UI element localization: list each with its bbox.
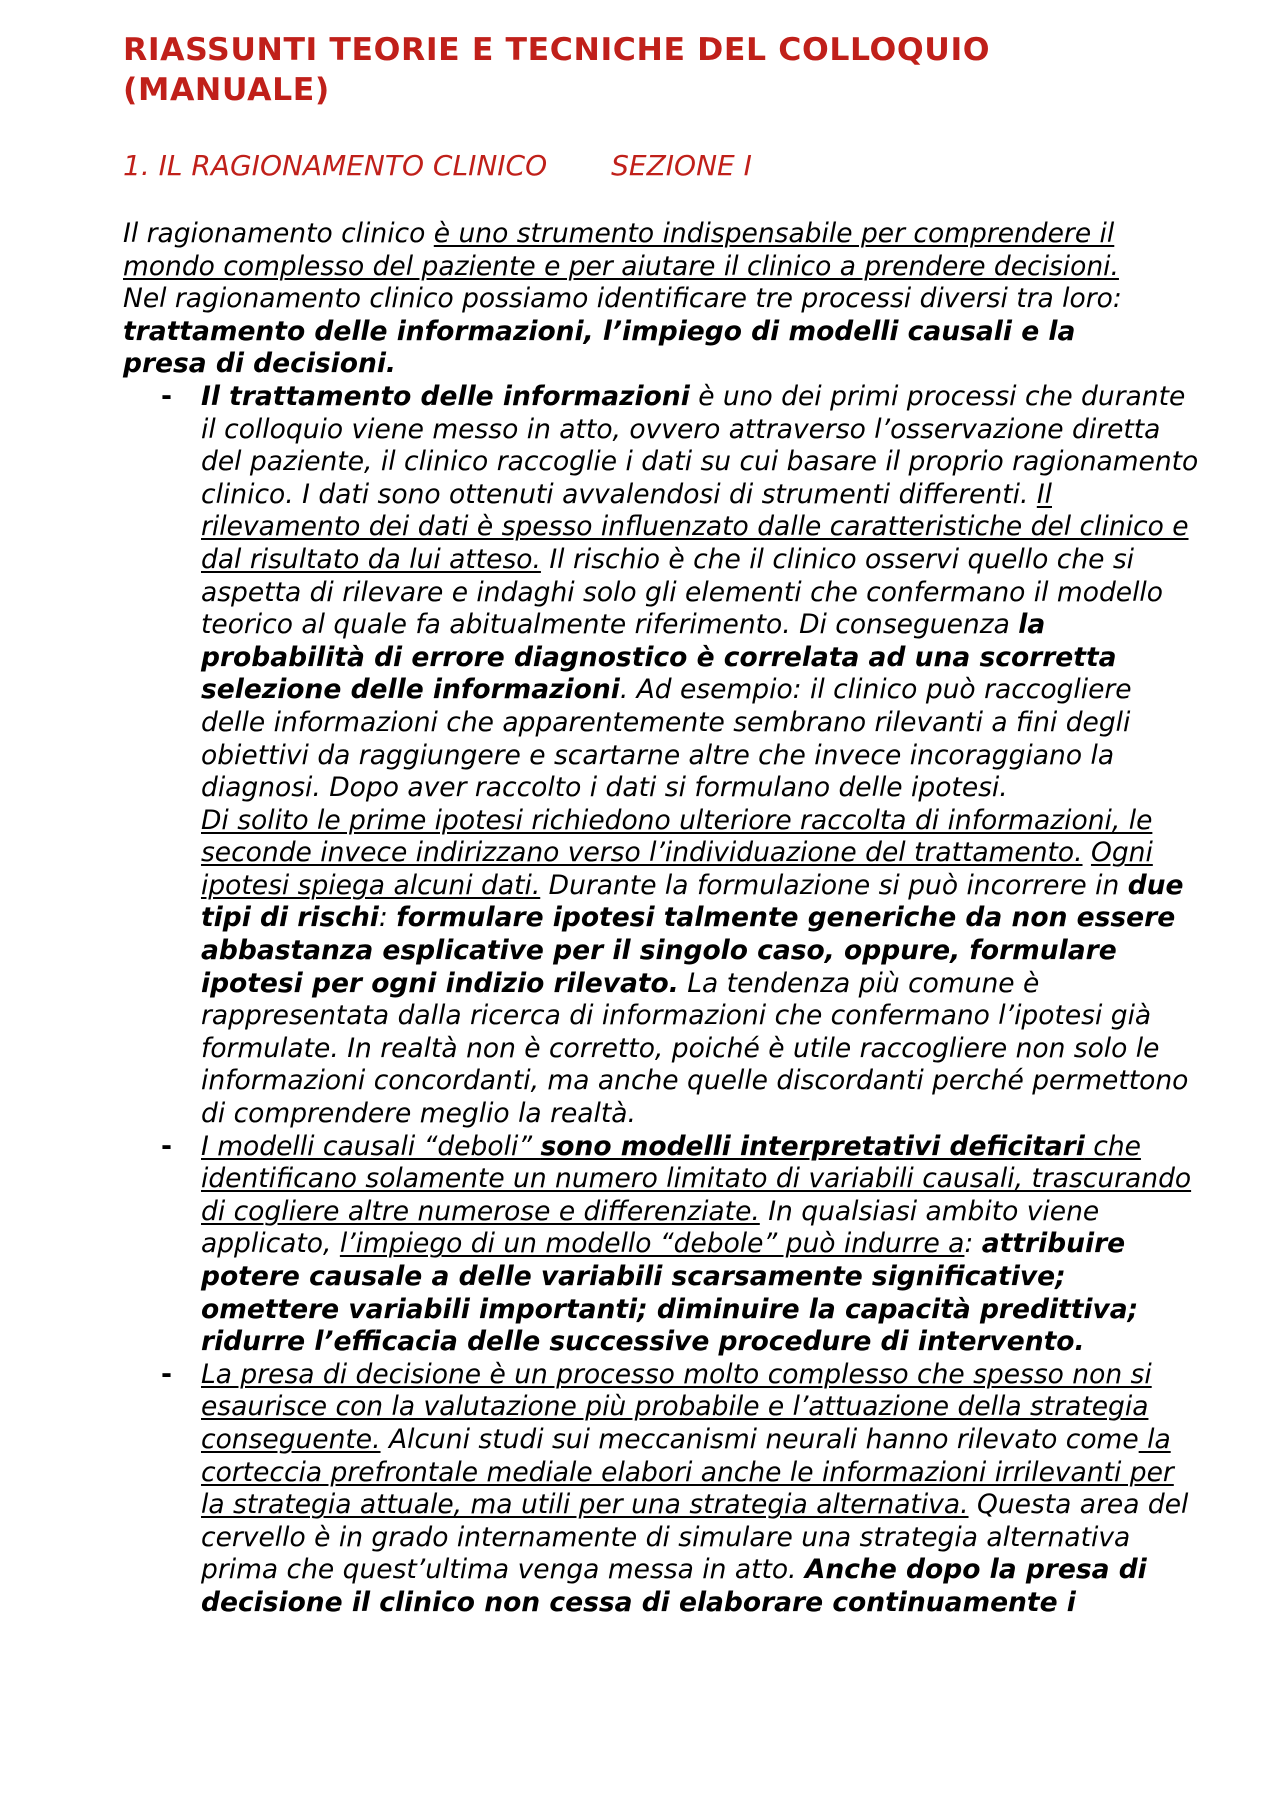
item-underlined: I modelli causali “deboli”	[201, 1130, 541, 1162]
list-dash: -	[161, 1358, 172, 1390]
item-underlined: La presa di decisione è un processo molto complesso che spesso non si esaurisce con la valutazione più probabile e l’attuazione della strategia conseguente.	[201, 1358, 1152, 1455]
item-text: :	[378, 902, 397, 934]
item-underlined-bold	[540, 1131, 1084, 1162]
section-part: SEZIONE I	[611, 149, 752, 182]
item-text: La tendenza più comune è rappresentata dalla ricerca di informazioni che confermano l’ipotesi già formulate. In realtà non è corretto, poiché è utile raccogliere non solo le informazioni concordanti, ma anche quelle discordanti perché permettono di comprendere meglio la realtà.	[201, 967, 1189, 1130]
document-title: RIASSUNTI TEORIE E TECNICHE DEL COLLOQUIO (MANUALE)	[123, 32, 991, 108]
item-bold: due tipi di rischi	[201, 869, 1184, 934]
intro-text: Nel ragionamento clinico possiamo identificare tre processi diversi tra loro:	[123, 283, 1122, 315]
section-heading	[123, 148, 1183, 184]
process-list	[123, 380, 1199, 1620]
item-underlined: Di solito le prime ipotesi richiedono ulteriore raccolta di informazioni, le seconde invece indirizzano verso l’individuazione del trattamento.	[201, 804, 1153, 869]
section-title: 1. IL RAGIONAMENTO CLINICO	[123, 149, 548, 182]
intro-bold: trattamento delle informazioni, l’impiego di modelli causali e la presa di decisioni.	[123, 315, 1076, 380]
item-bold: formulare ipotesi talmente generiche da non essere abbastanza esplicative per il singolo caso, oppure, formulare ipotesi per ogni indizio rilevato.	[201, 902, 1176, 999]
item-text: . Ad esempio: il clinico può raccogliere delle informazioni che apparentemente sembrano rilevanti a fini degli obiettivi da raggiungere e scartarne altre che invece incoraggiano la diagnosi. Dopo aver raccolto i dati si formulano delle ipotesi.	[201, 674, 1132, 804]
item-text: è uno dei primi processi che durante il colloquio viene messo in atto, ovvero attraverso l’osservazione diretta del paziente, il clinico raccoglie i dati su cui basare il proprio ragionamento clinico. I dati sono ottenuti avvalendosi di strumenti differenti.	[201, 380, 1199, 510]
item-text: :	[964, 1228, 982, 1260]
item-bold: Il trattamento delle informazioni	[201, 380, 690, 412]
item-bold: la probabilità di errore diagnostico è correlata ad una scorretta selezione delle informazioni	[201, 609, 1117, 706]
item-text: Il rischio è che il clinico osservi quello che si aspetta di rilevare e indaghi solo gli elementi che confermano il modello teorico al quale fa abitualmente riferimento. Di conseguenza	[201, 543, 1164, 641]
document-page	[123, 30, 1199, 1620]
item-text: Alcuni studi sui meccanismi neurali hanno rilevato come	[380, 1423, 1139, 1455]
item-text	[1083, 837, 1091, 868]
intro-paragraph	[123, 218, 1163, 381]
intro-underlined: è uno strumento indispensabile per comprendere il mondo complesso del paziente e per aiutare il clinico a prendere decisioni.	[123, 218, 1119, 282]
item-underlined: Il rilevamento dei dati è spesso influenzato dalle caratteristiche del clinico e dal risultato da lui atteso.	[201, 478, 1189, 575]
item-bold: sono modelli interpretativi deficitari	[540, 1130, 1085, 1162]
list-dash: -	[161, 1130, 172, 1162]
item-bold: Anche dopo la presa di decisione il clinico non cessa di elaborare continuamente i	[201, 1554, 1147, 1618]
item-bold: attribuire potere causale a delle variabili scarsamente significative; omettere variabili importanti; diminuire la capacità predittiva; ridurre l’efficacia delle successive procedure di intervento.	[201, 1228, 1139, 1358]
list-dash: -	[161, 380, 172, 412]
list-item-information-processing	[123, 381, 1201, 1131]
item-text: In qualsiasi ambito viene applicato,	[201, 1195, 1100, 1260]
item-text: Durante la formulazione si può incorrere in	[540, 869, 1128, 901]
item-underlined: che identificano solamente un numero limitato di variabili causali, trascurando di cogliere altre numerose e differenziate.	[201, 1130, 1192, 1227]
item-underlined: l’impiego di un modello “debole” può indurre a	[339, 1228, 965, 1260]
list-item-decision-making	[123, 1359, 1201, 1620]
item-underlined: la corteccia prefrontale mediale elabori anche le informazioni irrilevanti per la strategia attuale, ma utili per una strategia alternativa.	[201, 1423, 1174, 1521]
item-text: Questa area del cervello è in grado internamente di simulare una strategia alternativa prima che quest’ultima venga messa in atto.	[201, 1489, 1189, 1586]
list-item-causal-models	[123, 1131, 1201, 1359]
intro-text: Il ragionamento clinico	[123, 218, 434, 249]
item-underlined: Ogni ipotesi spiega alcuni dati.	[201, 837, 1153, 901]
